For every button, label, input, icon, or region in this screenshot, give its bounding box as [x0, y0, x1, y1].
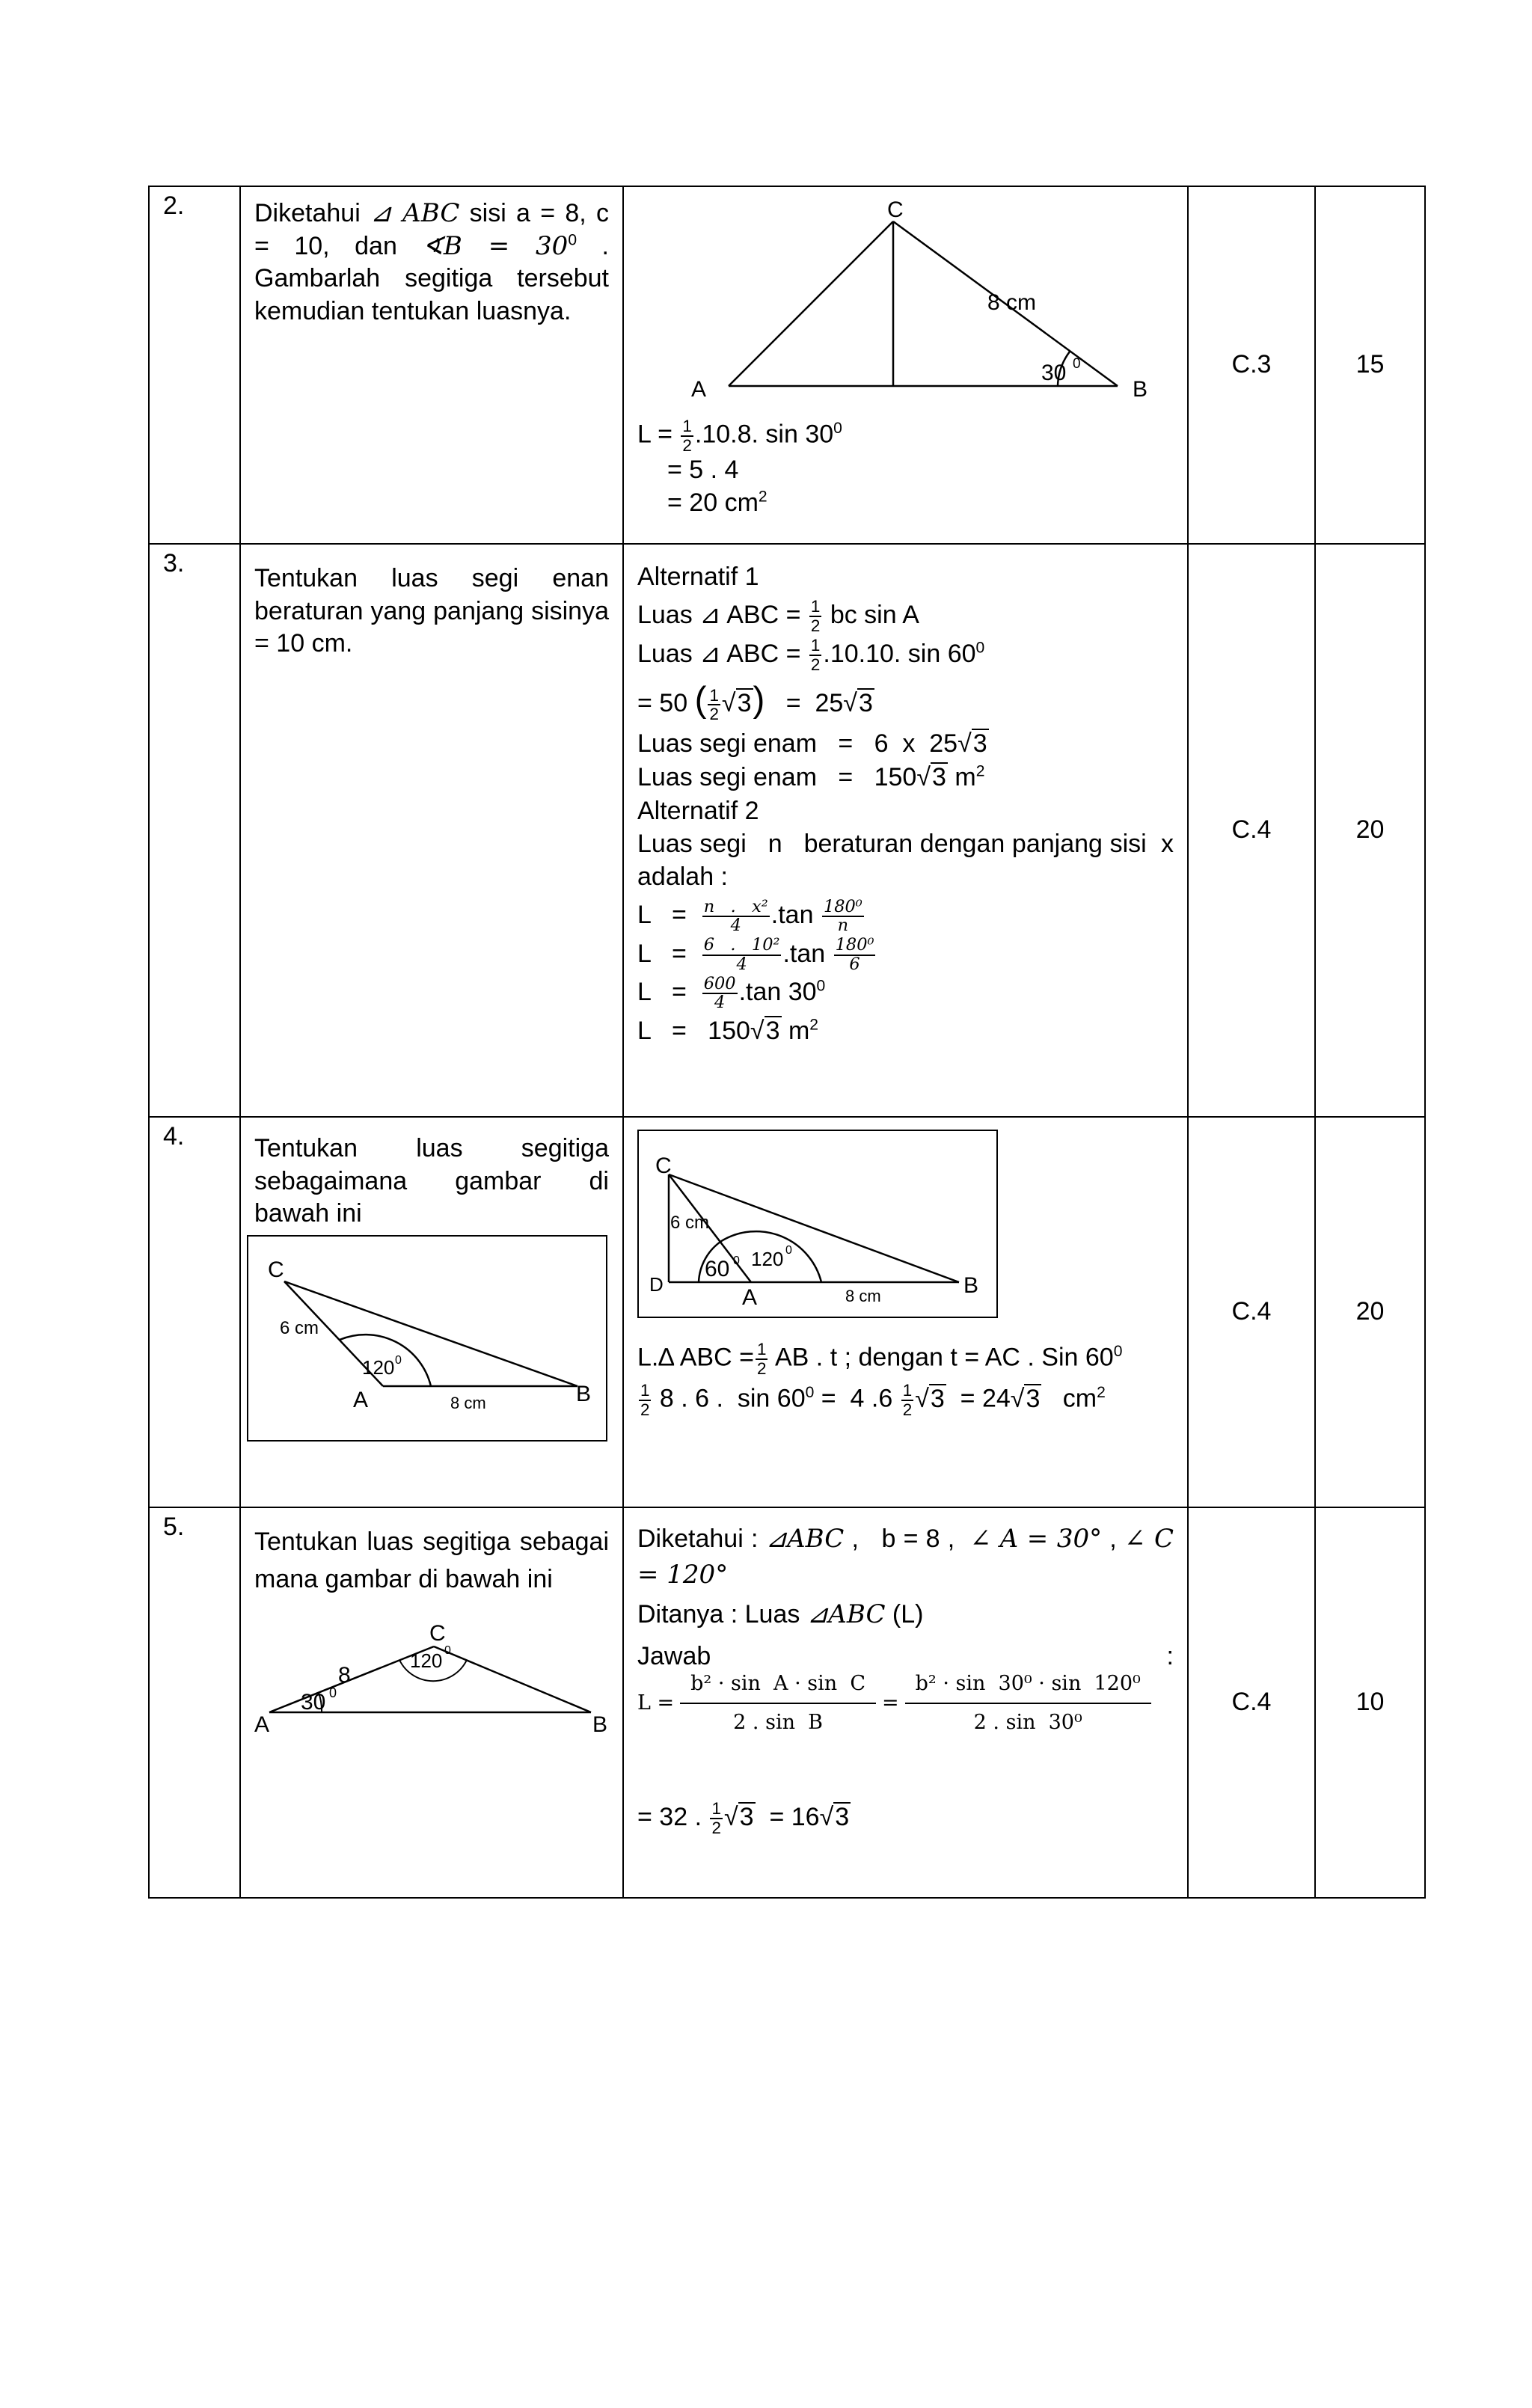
vertex-b-label: B	[1133, 377, 1148, 402]
svg-text:30: 30	[301, 1689, 326, 1715]
angle-label: 30	[1041, 361, 1067, 385]
answer-figure-box	[637, 1130, 998, 1318]
question-cell: Tentukan luas segitiga sebagai mana gambar di bawah ini A B C 8 30 0 120 0	[240, 1507, 623, 1898]
answer-cell: Alternatif 1 Luas ⊿ ABC = $\frac{1}{2}$ bc sin A Luas ⊿ ABC = $\frac{1}{2}$ .10.10. $\sin 60^0$ = 50 ( $\frac{1}{2}$ √3) = 25√3 Luas segi enam = 6 x 25√3 Luas segi enam = 150√3 $m^2$ Alternatif 2 Luas segi n beraturan dengan panjang sisi x adalah : L = $\frac{\text{n . x²}}{4}$ .tan $\frac{\text{180⁰}}{n}$ L = $\frac{\text{6 . 10²}}{4}$ .tan $\frac{\text{180⁰}}{6}$ L = $\frac{600}{4}$ .tan $30^0$ L = 150√3 $m^2$	[623, 544, 1188, 1117]
row-number: 2.	[149, 186, 240, 544]
svg-text:B: B	[576, 1381, 592, 1406]
code-cell: C.4	[1188, 1117, 1315, 1507]
triangle-figure	[639, 1131, 996, 1317]
triangle-figure	[682, 200, 1236, 417]
svg-text:D: D	[649, 1273, 664, 1296]
side-label: 8 cm	[987, 290, 1037, 315]
code-cell: C.4	[1188, 544, 1315, 1117]
table-row	[149, 1117, 1425, 1507]
vertex-a-label: A	[691, 377, 707, 402]
svg-text:8 cm: 8 cm	[450, 1393, 486, 1412]
svg-text:8 cm: 8 cm	[845, 1287, 881, 1305]
given-line: Diketahui : ⊿ABC , b = 8 , ∠ A = 30° , ∠ C = 120°	[637, 1524, 1174, 1590]
svg-text:0: 0	[785, 1244, 792, 1257]
area-line-2: = 5 . 4	[667, 456, 739, 485]
score-cell: 20	[1315, 1117, 1425, 1507]
svg-text:6 cm: 6 cm	[670, 1213, 710, 1233]
svg-text:B: B	[963, 1273, 979, 1298]
svg-text:A: A	[353, 1387, 369, 1412]
row-number: 5.	[149, 1507, 240, 1898]
svg-text:0: 0	[733, 1254, 740, 1267]
svg-text:A: A	[254, 1712, 270, 1733]
area-line-1: L = $\frac{1}{2}$ .10.8. $\sin 30^0$	[637, 417, 842, 455]
row-number: 4.	[149, 1117, 240, 1507]
area-line-1: L.∆ ABC = $\frac{1}{2}$ AB . t ; dengan t = AC . Sin $60^0$	[637, 1340, 1123, 1378]
asked-line: Ditanya : Luas ⊿ABC (L)	[637, 1599, 924, 1630]
score-cell: 15	[1315, 186, 1425, 544]
code-cell: C.3	[1188, 186, 1315, 544]
answer-cell	[623, 186, 1188, 544]
svg-text:120: 120	[362, 1355, 395, 1379]
question-figure-box	[247, 1235, 607, 1442]
code-cell: C.4	[1188, 1507, 1315, 1898]
svg-text:120: 120	[751, 1248, 784, 1270]
area-line-3: = 20 $cm^2$	[667, 488, 767, 517]
svg-text:60: 60	[705, 1257, 730, 1281]
svg-text:120: 120	[410, 1649, 443, 1672]
jawab-line: Jawab :	[637, 1641, 1174, 1670]
sine-formula: L = $\frac{\text{b² · sin A · sin C}}{\text{2 . sin B}}$ = $\frac{\text{b² · sin 30⁰ · sin 120⁰}}{\text{2 . sin 30⁰}}$	[637, 1670, 1174, 1737]
score-cell: 10	[1315, 1507, 1425, 1898]
svg-text:8: 8	[338, 1662, 351, 1688]
score-cell: 20	[1315, 544, 1425, 1117]
svg-text:A: A	[742, 1285, 758, 1310]
svg-text:0: 0	[444, 1643, 451, 1657]
svg-text:0: 0	[1073, 356, 1081, 372]
area-line-2: $\frac{1}{2}$ 8 . 6 . $\sin 60^0 = 4$ .6 $\frac{1}{2}$ √3 = 24√3 $cm^2$	[640, 1381, 1106, 1419]
svg-text:0: 0	[329, 1685, 337, 1700]
svg-text:6 cm: 6 cm	[280, 1317, 319, 1338]
row-number: 3.	[149, 544, 240, 1117]
svg-text:C: C	[655, 1154, 672, 1178]
question-cell: Tentukan luas segi enan beraturan yang panjang sisinya = 10 cm.	[240, 544, 623, 1117]
triangle-figure	[247, 1599, 613, 1733]
question-cell: Tentukan luas segitiga sebagaimana gambar di bawah ini C A B 6 cm 120 0 8 cm	[240, 1117, 623, 1507]
table-row	[149, 544, 1425, 1117]
svg-text:C: C	[268, 1257, 284, 1282]
triangle-figure	[248, 1237, 606, 1440]
svg-text:0: 0	[395, 1353, 402, 1367]
result-line: = 32 . $\frac{1}{2}$ √3 = 16√3	[637, 1799, 850, 1837]
svg-text:C: C	[429, 1620, 446, 1646]
table-row	[149, 186, 1425, 544]
answer-cell	[623, 1507, 1188, 1898]
vertex-c-label: C	[887, 200, 904, 222]
table-row	[149, 1507, 1425, 1898]
svg-text:B: B	[592, 1712, 608, 1733]
answer-key-table	[148, 186, 1426, 1899]
question-cell: Diketahui ⊿ ABC sisi a = 8, c = 10, dan ∢B = $30^0$ . Gambarlah segitiga tersebut kemudian tentukan luasnya.	[240, 186, 623, 544]
answer-cell	[623, 1117, 1188, 1507]
